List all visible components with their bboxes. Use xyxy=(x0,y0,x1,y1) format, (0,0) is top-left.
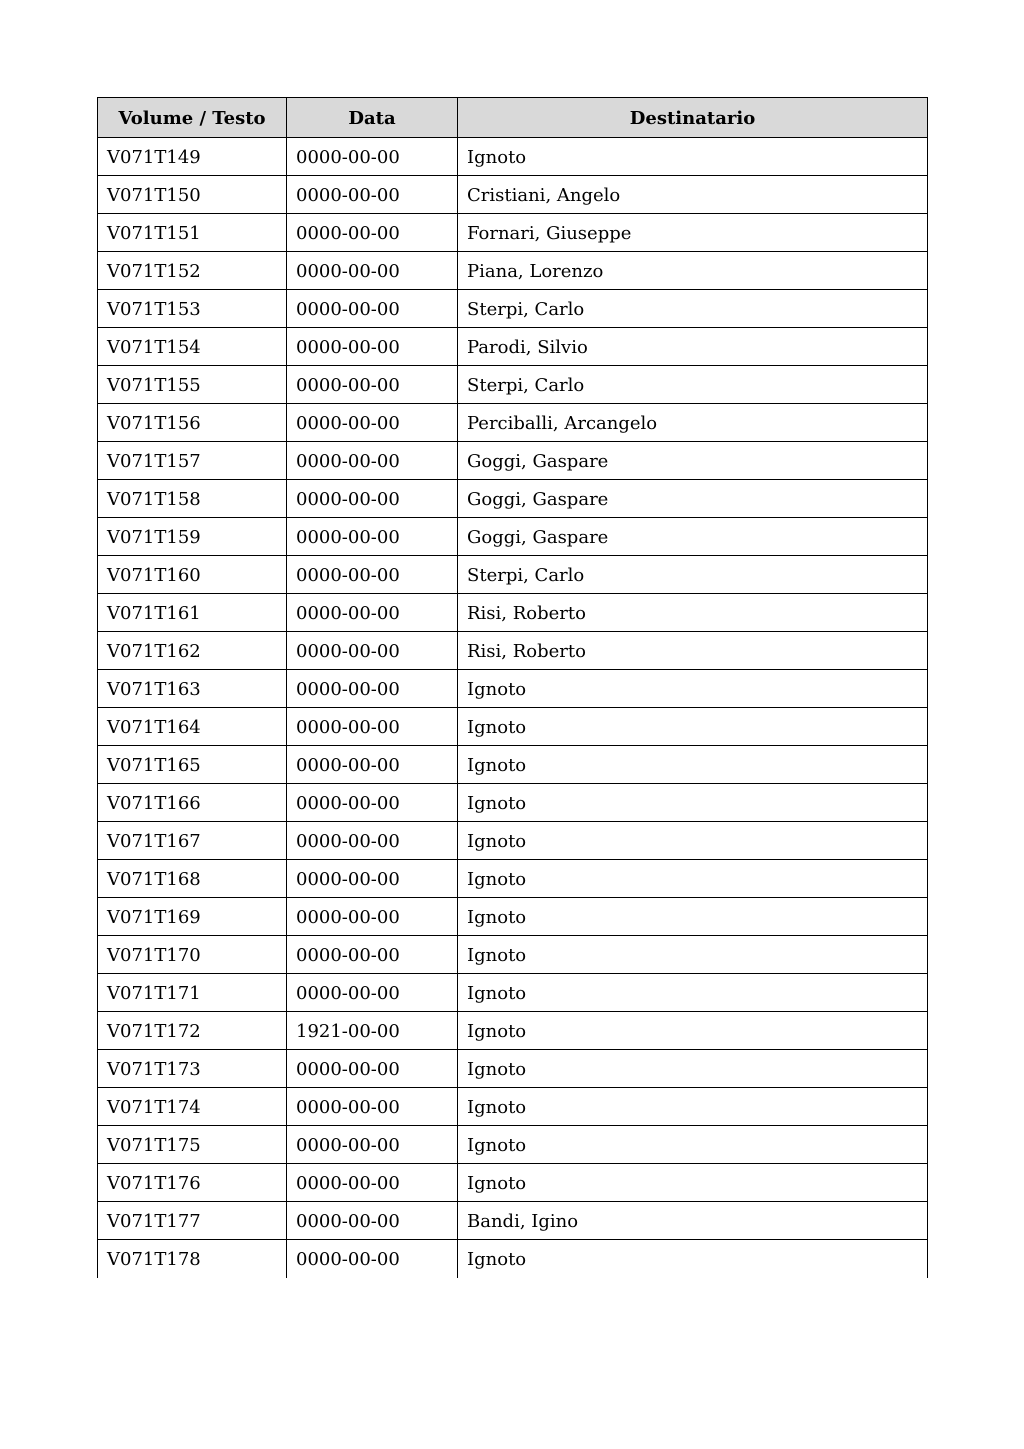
cell-date: 0000-00-00 xyxy=(287,670,458,708)
table-row xyxy=(98,822,928,860)
cell-volume: V071T173 xyxy=(98,1050,287,1088)
cell-date: 0000-00-00 xyxy=(287,404,458,442)
cell-recipient: Bandi, Igino xyxy=(458,1202,928,1240)
cell-volume: V071T162 xyxy=(98,632,287,670)
cell-date: 0000-00-00 xyxy=(287,252,458,290)
column-header-date: Data xyxy=(287,98,458,138)
cell-recipient: Risi, Roberto xyxy=(458,632,928,670)
cell-volume: V071T157 xyxy=(98,442,287,480)
cell-volume: V071T163 xyxy=(98,670,287,708)
cell-recipient: Sterpi, Carlo xyxy=(458,366,928,404)
cell-recipient: Ignoto xyxy=(458,1164,928,1202)
cell-recipient: Fornari, Giuseppe xyxy=(458,214,928,252)
table-row xyxy=(98,442,928,480)
table-row xyxy=(98,746,928,784)
cell-recipient: Sterpi, Carlo xyxy=(458,290,928,328)
cell-volume: V071T178 xyxy=(98,1240,287,1278)
table-row xyxy=(98,328,928,366)
cell-volume: V071T168 xyxy=(98,860,287,898)
cell-date: 0000-00-00 xyxy=(287,746,458,784)
cell-recipient: Ignoto xyxy=(458,1012,928,1050)
cell-volume: V071T149 xyxy=(98,138,287,176)
cell-volume: V071T170 xyxy=(98,936,287,974)
column-header-volume: Volume / Testo xyxy=(98,98,287,138)
cell-volume: V071T159 xyxy=(98,518,287,556)
cell-date: 0000-00-00 xyxy=(287,518,458,556)
cell-volume: V071T154 xyxy=(98,328,287,366)
cell-recipient: Ignoto xyxy=(458,1240,928,1278)
cell-date: 0000-00-00 xyxy=(287,442,458,480)
cell-volume: V071T175 xyxy=(98,1126,287,1164)
table-row xyxy=(98,556,928,594)
cell-volume: V071T150 xyxy=(98,176,287,214)
cell-recipient: Ignoto xyxy=(458,898,928,936)
cell-recipient: Goggi, Gaspare xyxy=(458,518,928,556)
cell-date: 0000-00-00 xyxy=(287,556,458,594)
cell-volume: V071T153 xyxy=(98,290,287,328)
cell-volume: V071T167 xyxy=(98,822,287,860)
cell-volume: V071T166 xyxy=(98,784,287,822)
cell-volume: V071T151 xyxy=(98,214,287,252)
cell-recipient: Ignoto xyxy=(458,138,928,176)
cell-recipient: Ignoto xyxy=(458,746,928,784)
table-row xyxy=(98,138,928,176)
cell-volume: V071T152 xyxy=(98,252,287,290)
cell-date: 0000-00-00 xyxy=(287,176,458,214)
cell-date: 0000-00-00 xyxy=(287,214,458,252)
cell-volume: V071T156 xyxy=(98,404,287,442)
cell-volume: V071T161 xyxy=(98,594,287,632)
cell-volume: V071T176 xyxy=(98,1164,287,1202)
table-row xyxy=(98,670,928,708)
cell-date: 0000-00-00 xyxy=(287,936,458,974)
cell-volume: V071T155 xyxy=(98,366,287,404)
cell-recipient: Ignoto xyxy=(458,936,928,974)
cell-date: 0000-00-00 xyxy=(287,1088,458,1126)
table-row xyxy=(98,860,928,898)
cell-volume: V071T160 xyxy=(98,556,287,594)
cell-date: 0000-00-00 xyxy=(287,1164,458,1202)
cell-volume: V071T165 xyxy=(98,746,287,784)
cell-recipient: Sterpi, Carlo xyxy=(458,556,928,594)
table-row xyxy=(98,1164,928,1202)
cell-recipient: Ignoto xyxy=(458,708,928,746)
cell-date: 1921-00-00 xyxy=(287,1012,458,1050)
cell-date: 0000-00-00 xyxy=(287,784,458,822)
cell-recipient: Risi, Roberto xyxy=(458,594,928,632)
table-row xyxy=(98,290,928,328)
cell-recipient: Ignoto xyxy=(458,784,928,822)
table-row xyxy=(98,1126,928,1164)
table-row xyxy=(98,1240,928,1278)
table-row xyxy=(98,784,928,822)
cell-date: 0000-00-00 xyxy=(287,898,458,936)
cell-volume: V071T174 xyxy=(98,1088,287,1126)
cell-volume: V071T172 xyxy=(98,1012,287,1050)
cell-recipient: Ignoto xyxy=(458,1126,928,1164)
table-row xyxy=(98,518,928,556)
cell-recipient: Ignoto xyxy=(458,1050,928,1088)
cell-date: 0000-00-00 xyxy=(287,138,458,176)
cell-recipient: Piana, Lorenzo xyxy=(458,252,928,290)
cell-date: 0000-00-00 xyxy=(287,974,458,1012)
cell-date: 0000-00-00 xyxy=(287,1240,458,1278)
cell-recipient: Goggi, Gaspare xyxy=(458,480,928,518)
cell-date: 0000-00-00 xyxy=(287,1202,458,1240)
cell-date: 0000-00-00 xyxy=(287,366,458,404)
table-row xyxy=(98,1088,928,1126)
cell-recipient: Parodi, Silvio xyxy=(458,328,928,366)
table-header xyxy=(98,98,928,138)
column-header-recipient: Destinatario xyxy=(458,98,928,138)
cell-volume: V071T169 xyxy=(98,898,287,936)
cell-date: 0000-00-00 xyxy=(287,860,458,898)
cell-date: 0000-00-00 xyxy=(287,708,458,746)
cell-date: 0000-00-00 xyxy=(287,328,458,366)
table-row xyxy=(98,214,928,252)
cell-date: 0000-00-00 xyxy=(287,1126,458,1164)
cell-volume: V071T164 xyxy=(98,708,287,746)
cell-volume: V071T177 xyxy=(98,1202,287,1240)
cell-recipient: Perciballi, Arcangelo xyxy=(458,404,928,442)
cell-recipient: Cristiani, Angelo xyxy=(458,176,928,214)
cell-volume: V071T158 xyxy=(98,480,287,518)
table-row xyxy=(98,1050,928,1088)
table-row xyxy=(98,936,928,974)
cell-recipient: Ignoto xyxy=(458,670,928,708)
cell-recipient: Ignoto xyxy=(458,822,928,860)
table-row xyxy=(98,974,928,1012)
table-row xyxy=(98,632,928,670)
table-body xyxy=(98,138,928,1278)
cell-date: 0000-00-00 xyxy=(287,480,458,518)
cell-date: 0000-00-00 xyxy=(287,594,458,632)
table-row xyxy=(98,480,928,518)
table-row xyxy=(98,708,928,746)
cell-recipient: Ignoto xyxy=(458,1088,928,1126)
cell-volume: V071T171 xyxy=(98,974,287,1012)
cell-recipient: Ignoto xyxy=(458,860,928,898)
cell-recipient: Ignoto xyxy=(458,974,928,1012)
table-row xyxy=(98,404,928,442)
header-row xyxy=(98,98,928,138)
cell-date: 0000-00-00 xyxy=(287,290,458,328)
table-row xyxy=(98,1012,928,1050)
cell-date: 0000-00-00 xyxy=(287,822,458,860)
table-row xyxy=(98,594,928,632)
table-row xyxy=(98,176,928,214)
letters-table xyxy=(97,97,928,1278)
table-row xyxy=(98,898,928,936)
table-row xyxy=(98,366,928,404)
table-row xyxy=(98,1202,928,1240)
cell-date: 0000-00-00 xyxy=(287,1050,458,1088)
cell-recipient: Goggi, Gaspare xyxy=(458,442,928,480)
table-row xyxy=(98,252,928,290)
cell-date: 0000-00-00 xyxy=(287,632,458,670)
